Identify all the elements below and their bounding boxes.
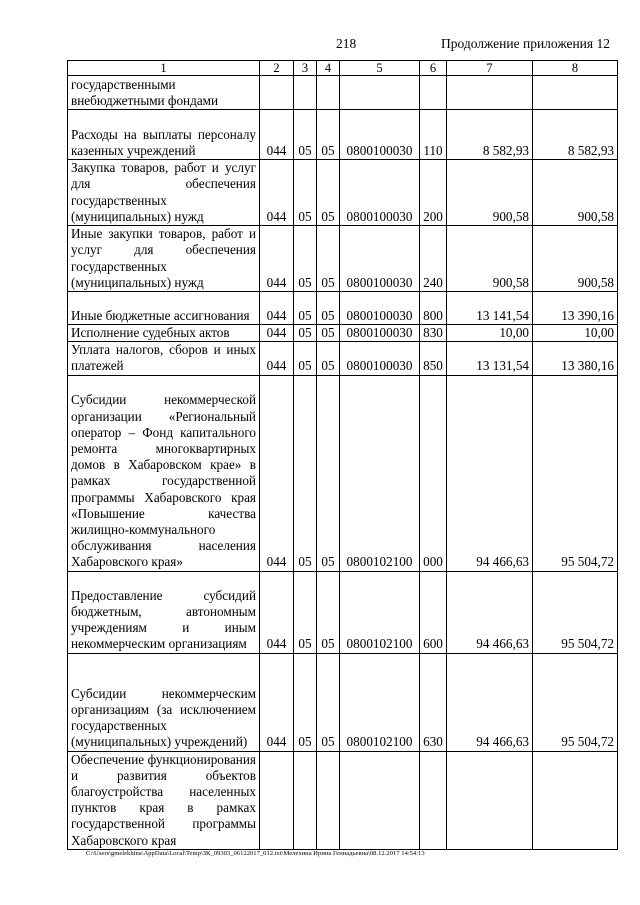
target-article-cell xyxy=(340,76,420,110)
column-header: 1 xyxy=(68,61,260,76)
amount-2019-cell: 95 504,72 xyxy=(533,571,618,653)
expense-type-cell: 600 xyxy=(420,571,447,653)
column-header: 6 xyxy=(420,61,447,76)
target-article-cell xyxy=(340,751,420,849)
amount-2019-cell: 95 504,72 xyxy=(533,653,618,751)
page-header xyxy=(0,36,640,56)
appendix-continuation-label: Продолжение приложения 12 xyxy=(440,36,610,51)
expense-type-cell xyxy=(420,76,447,110)
column-header: 4 xyxy=(317,61,340,76)
amount-2019-cell: 8 582,93 xyxy=(533,110,618,160)
subsection-cell: 05 xyxy=(317,342,340,375)
ministry-code-cell: 044 xyxy=(260,160,294,226)
expense-type-cell: 110 xyxy=(420,110,447,160)
amount-2019-cell xyxy=(533,751,618,849)
target-article-cell: 0800100030 xyxy=(340,160,420,226)
subsection-cell xyxy=(317,751,340,849)
section-cell: 05 xyxy=(294,226,317,292)
table-row xyxy=(68,375,618,571)
row-name-cell: Уплата налогов, сборов и иных платежей xyxy=(68,342,260,375)
column-header: 8 xyxy=(533,61,618,76)
budget-table xyxy=(67,60,618,850)
row-name-cell: Исполнение судебных актов xyxy=(68,325,260,342)
section-cell: 05 xyxy=(294,653,317,751)
target-article-cell: 0800100030 xyxy=(340,342,420,375)
table-row xyxy=(68,292,618,325)
target-article-cell: 0800100030 xyxy=(340,110,420,160)
amount-2018-cell xyxy=(447,751,533,849)
section-cell: 05 xyxy=(294,160,317,226)
ministry-code-cell: 044 xyxy=(260,571,294,653)
amount-2018-cell: 8 582,93 xyxy=(447,110,533,160)
ministry-code-cell: 044 xyxy=(260,226,294,292)
subsection-cell xyxy=(317,76,340,110)
target-article-cell: 0800100030 xyxy=(340,226,420,292)
amount-2018-cell: 10,00 xyxy=(447,325,533,342)
row-name-cell: Предоставление субсидий бюджетным, автономным учреждениям и иным некоммерческим организациям xyxy=(68,571,260,653)
section-cell: 05 xyxy=(294,342,317,375)
target-article-cell: 0800102100 xyxy=(340,653,420,751)
amount-2018-cell: 13 131,54 xyxy=(447,342,533,375)
column-header: 5 xyxy=(340,61,420,76)
row-name-cell: Обеспечение функционирования и развития объектов благоустройства населенных пунктов края в рамках государственной программы Хабаровского края xyxy=(68,751,260,849)
amount-2019-cell: 13 380,16 xyxy=(533,342,618,375)
amount-2019-cell: 900,58 xyxy=(533,160,618,226)
section-cell: 05 xyxy=(294,110,317,160)
expense-type-cell: 240 xyxy=(420,226,447,292)
subsection-cell: 05 xyxy=(317,571,340,653)
row-name-cell: Закупка товаров, работ и услуг для обеспечения государственных (муниципальных) нужд xyxy=(68,160,260,226)
amount-2018-cell: 94 466,63 xyxy=(447,375,533,571)
table-row xyxy=(68,325,618,342)
ministry-code-cell: 044 xyxy=(260,375,294,571)
expense-type-cell: 630 xyxy=(420,653,447,751)
table-row xyxy=(68,160,618,226)
expense-type-cell: 800 xyxy=(420,292,447,325)
amount-2018-cell: 94 466,63 xyxy=(447,571,533,653)
target-article-cell: 0800102100 xyxy=(340,571,420,653)
amount-2018-cell: 900,58 xyxy=(447,226,533,292)
section-cell: 05 xyxy=(294,375,317,571)
ministry-code-cell: 044 xyxy=(260,342,294,375)
row-name-cell: Расходы на выплаты персоналу казенных учреждений xyxy=(68,110,260,160)
table-row xyxy=(68,110,618,160)
table-row xyxy=(68,751,618,849)
page-number: 218 xyxy=(336,36,357,51)
subsection-cell: 05 xyxy=(317,160,340,226)
subsection-cell: 05 xyxy=(317,653,340,751)
document-path-footer: C:\Users\gmelekhina\AppData\Local\Temp\ЗК_09303_06122017_012.txt\Мелехина Ирина Геннадьевна\08.12.2017 14:54:13 xyxy=(86,850,425,857)
subsection-cell: 05 xyxy=(317,226,340,292)
section-cell: 05 xyxy=(294,571,317,653)
subsection-cell: 05 xyxy=(317,110,340,160)
subsection-cell: 05 xyxy=(317,375,340,571)
amount-2019-cell xyxy=(533,76,618,110)
column-number-row xyxy=(68,61,618,76)
subsection-cell: 05 xyxy=(317,325,340,342)
expense-type-cell: 830 xyxy=(420,325,447,342)
section-cell xyxy=(294,751,317,849)
amount-2018-cell xyxy=(447,76,533,110)
ministry-code-cell: 044 xyxy=(260,653,294,751)
table-row xyxy=(68,76,618,110)
row-name-cell: государственными внебюджетными фондами xyxy=(68,76,260,110)
expense-type-cell: 200 xyxy=(420,160,447,226)
table-row xyxy=(68,226,618,292)
row-name-cell: Субсидии некоммерческой организации «Региональный оператор – Фонд капитального ремонта многоквартирных домов в Хабаровском крае» в рамках государственной программы Хабаровского края «Повышение качества жилищно-коммунального обслуживания населения Хабаровского края» xyxy=(68,375,260,571)
row-name-cell: Субсидии некоммерческим организациям (за исключением государственных (муниципальных) учреждений) xyxy=(68,653,260,751)
subsection-cell: 05 xyxy=(317,292,340,325)
expense-type-cell: 850 xyxy=(420,342,447,375)
amount-2018-cell: 13 141,54 xyxy=(447,292,533,325)
amount-2018-cell: 94 466,63 xyxy=(447,653,533,751)
table-row xyxy=(68,653,618,751)
target-article-cell: 0800100030 xyxy=(340,292,420,325)
section-cell: 05 xyxy=(294,325,317,342)
column-header: 7 xyxy=(447,61,533,76)
amount-2019-cell: 95 504,72 xyxy=(533,375,618,571)
ministry-code-cell: 044 xyxy=(260,325,294,342)
amount-2019-cell: 10,00 xyxy=(533,325,618,342)
expense-type-cell: 000 xyxy=(420,375,447,571)
target-article-cell: 0800100030 xyxy=(340,325,420,342)
ministry-code-cell: 044 xyxy=(260,110,294,160)
ministry-code-cell: 044 xyxy=(260,292,294,325)
column-header: 3 xyxy=(294,61,317,76)
expense-type-cell xyxy=(420,751,447,849)
column-header: 2 xyxy=(260,61,294,76)
amount-2019-cell: 13 390,16 xyxy=(533,292,618,325)
section-cell: 05 xyxy=(294,292,317,325)
row-name-cell: Иные бюджетные ассигнования xyxy=(68,292,260,325)
table-row xyxy=(68,571,618,653)
target-article-cell: 0800102100 xyxy=(340,375,420,571)
table-row xyxy=(68,342,618,375)
ministry-code-cell xyxy=(260,751,294,849)
section-cell xyxy=(294,76,317,110)
amount-2018-cell: 900,58 xyxy=(447,160,533,226)
amount-2019-cell: 900,58 xyxy=(533,226,618,292)
ministry-code-cell xyxy=(260,76,294,110)
row-name-cell: Иные закупки товаров, работ и услуг для обеспечения государственных (муниципальных) нужд xyxy=(68,226,260,292)
